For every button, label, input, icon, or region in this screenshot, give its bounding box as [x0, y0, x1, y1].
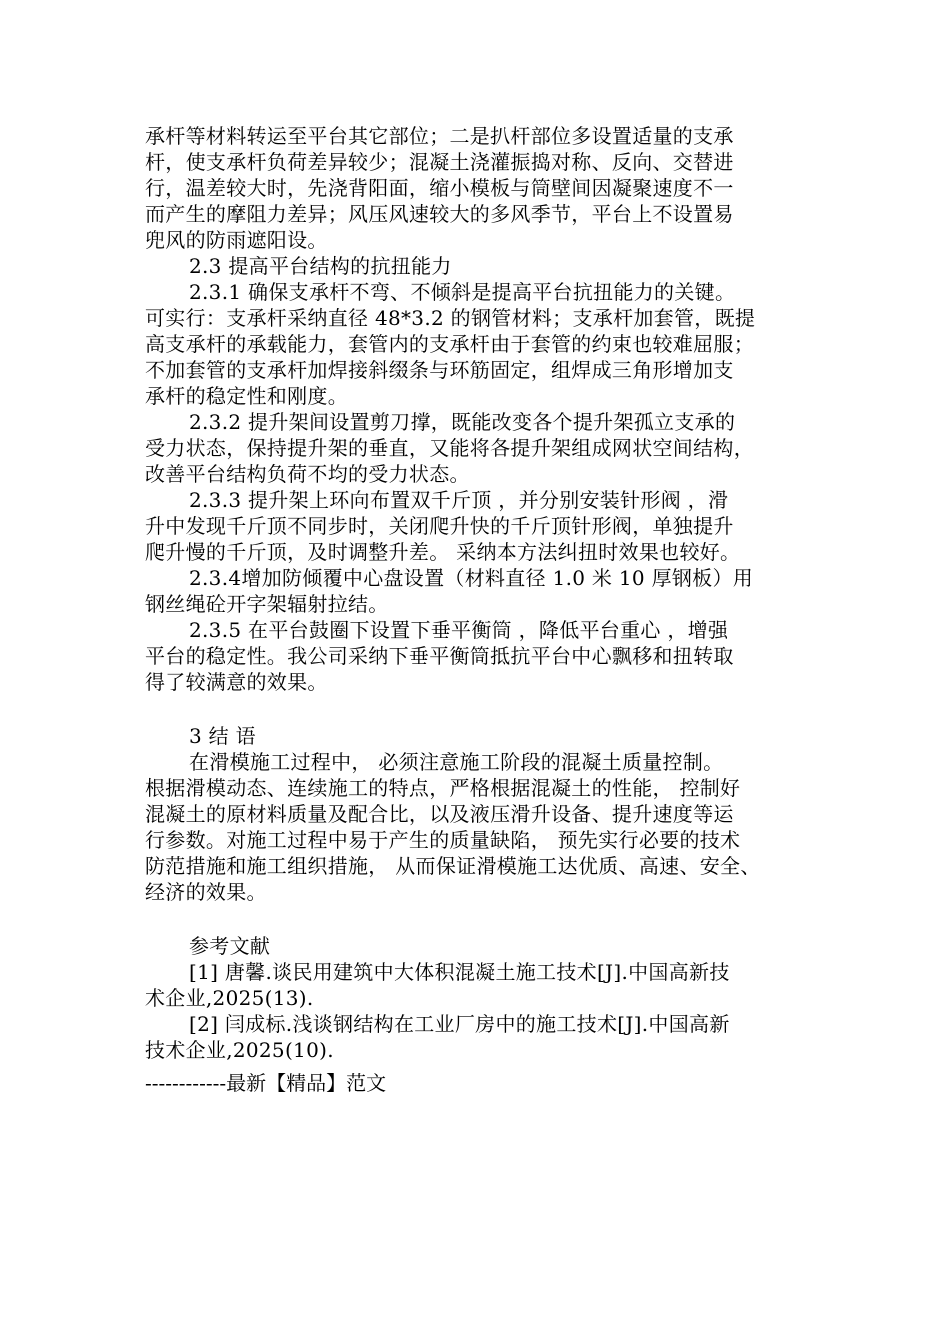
paragraph-2-3-2	[145, 409, 815, 487]
page-footer: ------------最新【精品】范文	[145, 1071, 387, 1095]
spacer	[145, 905, 815, 933]
text-line: 不加套管的支承杆加焊接斜缀条与环筋固定，组焊成三角形增加支	[145, 358, 734, 382]
references-heading: 参考文献	[189, 934, 271, 958]
text-line: 行，温差较大时，先浇背阳面，缩小模板与筒壁间因凝聚速度不一	[145, 176, 734, 200]
paragraph-2-3-3	[145, 487, 815, 565]
continuation-paragraph	[145, 123, 815, 253]
text-line: 改善平台结构负荷不均的受力状态。	[145, 462, 470, 486]
text-line: 承杆的稳定性和刚度。	[145, 384, 348, 408]
text-line: 防范措施和施工组织措施， 从而保证滑模施工达优质、高速、安全、	[145, 854, 761, 878]
reference-item-2	[145, 1011, 815, 1063]
section-heading-2-3: 2.3 提高平台结构的抗扭能力	[189, 254, 452, 278]
text-line: [2] 闫成标.浅谈钢结构在工业厂房中的施工技术[J].中国高新	[189, 1012, 730, 1036]
text-line: 而产生的摩阻力差异；风压风速较大的多风季节，平台上不设置易	[145, 202, 734, 226]
text-line: 2.3.2 提升架间设置剪刀撑，既能改变各个提升架孤立支承的	[189, 410, 736, 434]
text-line: 技术企业,2025(10).	[145, 1038, 334, 1062]
section-heading-3: 3 结 语	[189, 724, 256, 748]
text-line: 2.3.4增加防倾覆中心盘设置（材料直径 1.0 米 10 厚钢板）用	[189, 566, 754, 590]
paragraph-2-3-4	[145, 565, 815, 617]
text-line: 可实行：支承杆采纳直径 48*3.2 的钢管材料；支承杆加套管，既提	[145, 306, 756, 330]
text-line: 兜风的防雨遮阳设。	[145, 228, 328, 252]
text-line: 经济的效果。	[145, 880, 267, 904]
text-line: 承杆等材料转运至平台其它部位；二是扒杆部位多设置适量的支承	[145, 124, 734, 148]
text-line: 高支承杆的承载能力，套管内的支承杆由于套管的约束也较难屈服；	[145, 332, 754, 356]
paragraph-2-3-5	[145, 617, 815, 695]
text-line: 根据滑模动态、连续施工的特点，严格根据混凝土的性能， 控制好	[145, 776, 741, 800]
text-line: [1] 唐馨.谈民用建筑中大体积混凝土施工技术[J].中国高新技	[189, 960, 730, 984]
text-line: 杆，使支承杆负荷差异较少；混凝土浇灌振捣对称、反向、交替进	[145, 150, 734, 174]
text-line: 得了较满意的效果。	[145, 670, 328, 694]
text-line: 在滑模施工过程中， 必须注意施工阶段的混凝土质量控制。	[189, 750, 724, 774]
text-line: 术企业,2025(13).	[145, 986, 314, 1010]
text-line: 行参数。对施工过程中易于产生的质量缺陷， 预先实行必要的技术	[145, 828, 741, 852]
text-line: 受力状态，保持提升架的垂直，又能将各提升架组成网状空间结构，	[145, 436, 754, 460]
text-line: 平台的稳定性。我公司采纳下垂平衡筒抵抗平台中心飘移和扭转取	[145, 644, 734, 668]
paragraph-2-3-1	[145, 279, 815, 409]
document-body	[145, 123, 815, 1063]
text-line: 混凝土的原材料质量及配合比，以及液压滑升设备、提升速度等运	[145, 802, 734, 826]
reference-item-1	[145, 959, 815, 1011]
text-line: 升中发现千斤顶不同步时，关闭爬升快的千斤顶针形阀，单独提升	[145, 514, 734, 538]
text-line: 2.3.5 在平台鼓圈下设置下垂平衡筒 ，降低平台重心 ，增强	[189, 618, 729, 642]
text-line: 2.3.3 提升架上环向布置双千斤顶 ，并分别安装针形阀 ，滑	[189, 488, 729, 512]
text-line: 2.3.1 确保支承杆不弯、不倾斜是提高平台抗扭能力的关键。	[189, 280, 736, 304]
text-line: 爬升慢的千斤顶，及时调整升差。 采纳本方法纠扭时效果也较好。	[145, 540, 741, 564]
text-line: 钢丝绳砼开字架辐射拉结。	[145, 592, 389, 616]
paragraph-conclusion	[145, 749, 815, 905]
spacer	[145, 695, 815, 723]
